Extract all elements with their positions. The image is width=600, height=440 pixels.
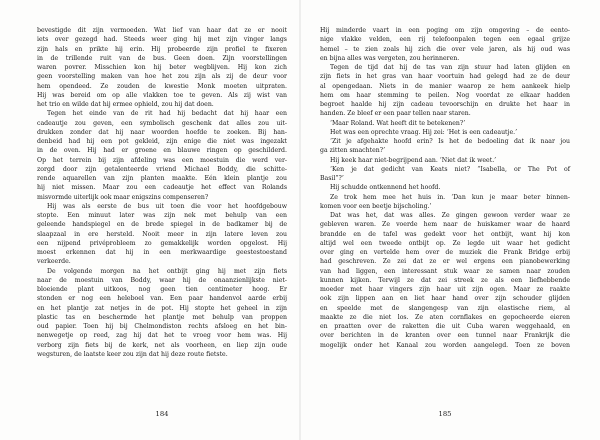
text-line: verkeerde. <box>37 258 71 266</box>
text-line: Hij was als eerste de bus uit toen die voor het hoofdgebouw <box>47 202 287 210</box>
text-line: moest erkennen dat hij in een merkwaardige geestestoestand <box>37 249 287 256</box>
text-line: stonden er nog een heleboel van. Een paar handenvol aarde erbij <box>37 295 287 303</box>
text-line: slaapzaal in ere hersteld. Nooit meer in zijn latere leven zou <box>37 230 287 238</box>
right-page <box>320 26 570 350</box>
text-line: een nijpend privéprobleem zo gemakkelijk worden opgelost. Hij <box>37 239 287 247</box>
text-line: mogelijk onder het Kanaal zou worden aangelegd. Toen ze boven <box>320 341 570 349</box>
text-line: en het plantje zat netjes in de pot. Hij stopte het geheel in zijn <box>37 304 287 312</box>
text-line: het trio en wilde dat hij ermee ophield, zou hij dat doen. <box>37 101 214 108</box>
text-line: ‘Maar Roland. Wat heeft dit te betekenen?’ <box>330 119 466 127</box>
text-line: in de trillende ruit van de bus. Geen doen. Zijn voorstellingen <box>37 54 287 62</box>
text-line: Hij was bereid om op alle vlakken toe te geven. Als zij wist van <box>37 91 287 99</box>
text-line: wegsturen, de laatste keer zou zijn dat hij deze route fietste. <box>37 350 228 358</box>
text-line: gebleven waren. Ze voerde hem naar de huiskamer waar de haard <box>320 221 570 229</box>
text-line: Basil”?’ <box>320 175 344 182</box>
text-line: in de oven. Hij had er groene en blauwe ringen op geschilderd. <box>37 147 287 155</box>
text-line: brandde en de tafel was gedekt voor het ontbijt, want hij kon <box>320 230 570 238</box>
text-line: nige vlakke velden, een rij telefoonpalen tegen een egaal grijze <box>320 36 570 44</box>
text-line: misvormde uiterlijk ook maar enigszins compenseren? <box>37 193 209 201</box>
text-line: ‘Zit je afgehakte hoofd erin? Is het de bedoeling dat ik naar jou <box>330 138 570 145</box>
text-line: Ze trok hem mee het huis in. ‘Dan kun je maar beter binnen- <box>330 193 570 201</box>
text-line: stopte. Een minuut later was zijn nek met behulp van een <box>37 212 287 219</box>
text-line: handen. Ze bleef er een paar tellen naar staren. <box>320 110 471 118</box>
text-line: rende aquarellen van zijn planten maakte. Eén klein plantje zou <box>37 175 287 182</box>
text-line: denbeid had hij een pot gekleid, zijn enige die niet was ingezakt <box>37 138 287 145</box>
text-line: ‘Ken je dat gedicht van Keats niet? “Isabella, or The Pot of <box>330 165 570 173</box>
text-line: altijd wel een tweede ontbijt op. Ze legde uit waar het gedicht <box>320 239 570 247</box>
text-line: geleende handspiegel en de brede spiegel in de badkamer bij de <box>37 221 287 229</box>
text-line: Tegen de tijd dat hij de tas van zijn stuur had laten glijden en <box>330 64 570 71</box>
text-line: Hij schudde ontkennend het hoofd. <box>330 184 441 192</box>
text-line: bevestigde dit zijn vermoeden. Wat lief van haar dat ze er nooit <box>37 27 287 34</box>
text-line: bloeiende plant uitkoos, nog geen tien centimeter hoog. Er <box>37 286 287 293</box>
text-line: Op het terrein bij zijn afdeling was een moestuin die werd ver- <box>37 156 287 164</box>
text-line: geen voorstelling maken van hoe het zou zijn als zij de deur voor <box>37 73 287 81</box>
text-line: ook zijn lippen aan en liet haar hand over zijn schouder glijden <box>320 295 570 303</box>
left-page-number: 184 <box>155 410 169 418</box>
text-line: maakte ze die niet los. Ze aten cornflakes en gepocheerde eieren <box>320 313 570 321</box>
text-line: zijn hals en prikte hij erin. Hij probeerde zijn profiel te fixeren <box>37 45 287 53</box>
text-line: Hij keek haar niet-begrijpend aan. ‘Niet dat ik weet.’ <box>330 156 497 164</box>
text-line: plastic tas en beschermde het plantje met behulp van proppen <box>37 313 287 321</box>
text-line: hem opendeed. Ze zouden de kwestie Monk moeten uitpraten. <box>37 82 287 90</box>
text-line: cadeautje zou geven, een symbolisch geschenk dat alles zou uit- <box>37 119 287 127</box>
text-line: al opengedaan. Niets in de manier waarop ze hem aankeek hielp <box>320 82 570 90</box>
text-line: had geschreven. Ze zei dat ze er wel ergens een pianobewerking <box>320 258 570 266</box>
text-line: Het was een oprechte vraag. Hij zei: ‘Het is een cadeautje.’ <box>330 128 518 136</box>
text-line: drukken zonder dat hij naar woorden hoefde te zoeken. Bij han- <box>37 128 287 136</box>
text-line: en speelde met de slangengesp van zijn elastische riem, al <box>320 304 570 312</box>
text-line: hemel – te zien zoals hij zich die over vele jaren, als hij oud was <box>320 45 570 53</box>
text-line: kunnen kijken. Terwijl ze dat zei streek ze als een liefhebbende <box>320 276 570 284</box>
text-line: verborg zijn fiets bij de kerk, net als voorheen, en liep zijn oude <box>37 341 287 349</box>
book-gutter <box>299 0 301 440</box>
text-line: en bijna alles was vergeten, zou herinneren. <box>320 54 460 62</box>
text-line: zorgd door zijn getalenteerde vriend Michael Boddy, die schitte- <box>37 165 287 173</box>
text-line: waren povrer. Misschien kon hij beter wegblijven. Hij kon zich <box>37 64 287 71</box>
text-line: hem om haar stemming te peilen. Nog voordat ze elkaar hadden <box>320 91 570 99</box>
text-line: zijn fiets in het gras van haar voortuin had gelegd had ze de deur <box>320 73 570 81</box>
text-line: en praatten over de raketten die uit Cuba waren weggehaald, en <box>320 323 570 330</box>
text-line: naar de moestuin van Boddy, waar hij de onaanzienlijkste niet- <box>37 276 287 284</box>
text-line: over berichten in de kranten over een tunnel naar Frankrijk die <box>320 332 570 340</box>
text-line: iets over gezegd had. Steeds weer ging hij met zijn vinger langs <box>37 36 287 44</box>
text-line: begroet haalde hij zijn cadeau tevoorschijn en drukte het haar in <box>320 101 570 108</box>
text-line: Hij minderde vaart in een poging om zijn omgeving – de eento- <box>320 27 570 34</box>
text-line: nenwegetje op reed, zag hij dat het te vroeg voor hem was. Hij <box>37 332 287 340</box>
text-line: komen voor een beetje bijscholing.’ <box>320 202 432 210</box>
text-line: Dat was het, dat was alles. Ze gingen gewoon verder waar ze <box>330 212 570 219</box>
text-line: over ging en vertelde hem over de muziek die Frank Bridge erbij <box>320 249 570 256</box>
text-line: oud papier. Toen hij bij Chelmondiston rechts afsloeg en het bin- <box>37 323 287 330</box>
text-line: Tegen het einde van de rit had hij bedacht dat hij haar een <box>47 110 287 118</box>
left-page <box>37 26 287 359</box>
text-line: ga zitten smachten?’ <box>320 147 386 155</box>
text-line: van had liggen, een interessant stuk waar ze samen naar zouden <box>320 267 570 275</box>
right-page-number: 185 <box>438 410 452 418</box>
text-line: hij niet missen. Maar zou een cadeautje het effect van Rolands <box>37 184 287 192</box>
text-line: moeder met haar vingers zijn haar uit zijn ogen. Maar ze raakte <box>320 286 570 293</box>
text-line: De volgende morgen na het ontbijt ging hij met zijn fiets <box>47 267 287 275</box>
